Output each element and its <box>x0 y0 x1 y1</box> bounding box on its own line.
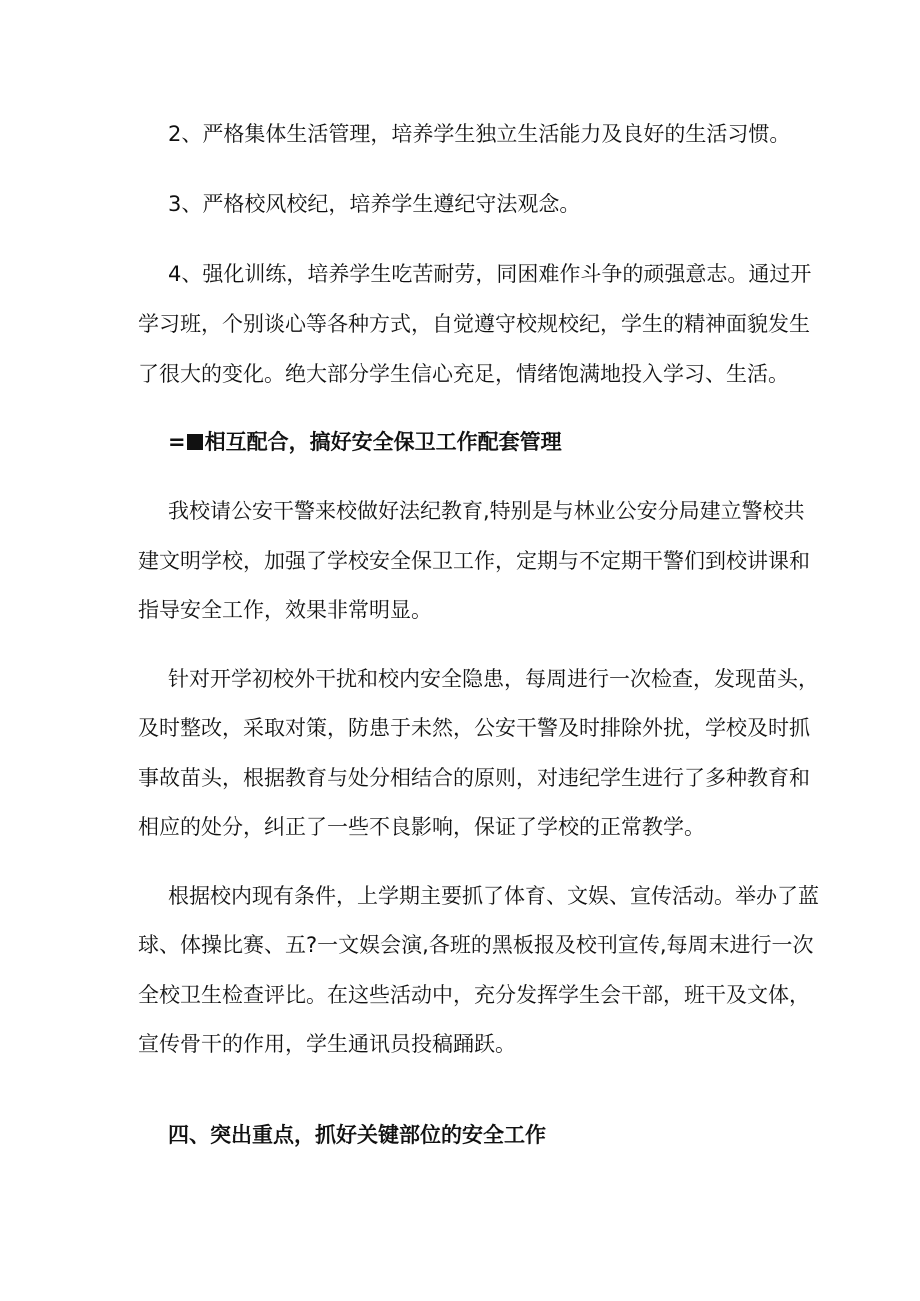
filled-square-mark <box>187 434 203 450</box>
activities-paragraph-line-4: 宣传骨干的作用，学生通讯员投稿踊跃。 <box>138 1032 516 1056</box>
section-three-title: 相互配合，搞好安全保卫工作配套管理 <box>204 430 562 454</box>
police-paragraph-line-1: 我校请公安干警来校做好法纪教育,特别是与林业公安分局建立警校共 <box>168 499 805 523</box>
list-item-4-line-3: 了很大的变化。绝大部分学生信心充足，情绪饱满地投入学习、生活。 <box>138 362 789 386</box>
section-four-heading: 四、突出重点，抓好关键部位的安全工作 <box>168 1123 546 1147</box>
activities-paragraph-line-1: 根据校内现有条件，上学期主要抓了体育、文娱、宣传活动。举办了蓝 <box>168 884 819 908</box>
inspection-paragraph-line-3: 事故苗头，根据教育与处分相结合的原则，对违纪学生进行了多种教育和 <box>138 766 810 790</box>
activities-paragraph-line-2: 球、体操比赛、五?一文娱会演,各班的黑板报及校刊宣传,每周末进行一次 <box>138 933 814 957</box>
list-item-3: 3、严格校风校纪，培养学生遵纪守法观念。 <box>168 192 581 216</box>
activities-paragraph-line-3: 全校卫生检查评比。在这些活动中，充分发挥学生会干部，班干及文体， <box>138 983 810 1007</box>
police-paragraph-line-3: 指导安全工作，效果非常明显。 <box>138 598 432 622</box>
section-three-heading <box>168 428 562 456</box>
list-item-4-line-2: 学习班，个别谈心等各种方式，自觉遵守校规校纪，学生的精神面貌发生 <box>138 312 810 336</box>
list-item-2: 2、严格集体生活管理，培养学生独立生活能力及良好的生活习惯。 <box>168 122 791 146</box>
inspection-paragraph-line-2: 及时整改，采取对策，防患于未然，公安干警及时排除外扰，学校及时抓 <box>138 716 810 740</box>
list-item-4-line-1: 4、强化训练，培养学生吃苦耐劳，同困难作斗争的顽强意志。通过开 <box>168 262 812 286</box>
inspection-paragraph-line-1: 针对开学初校外干扰和校内安全隐患，每周进行一次检查，发现苗头， <box>168 667 819 691</box>
section-three-prefix: = <box>168 430 186 454</box>
police-paragraph-line-2: 建文明学校，加强了学校安全保卫工作，定期与不定期干警们到校讲课和 <box>138 549 810 573</box>
inspection-paragraph-line-4: 相应的处分，纠正了一些不良影响，保证了学校的正常教学。 <box>138 815 705 839</box>
